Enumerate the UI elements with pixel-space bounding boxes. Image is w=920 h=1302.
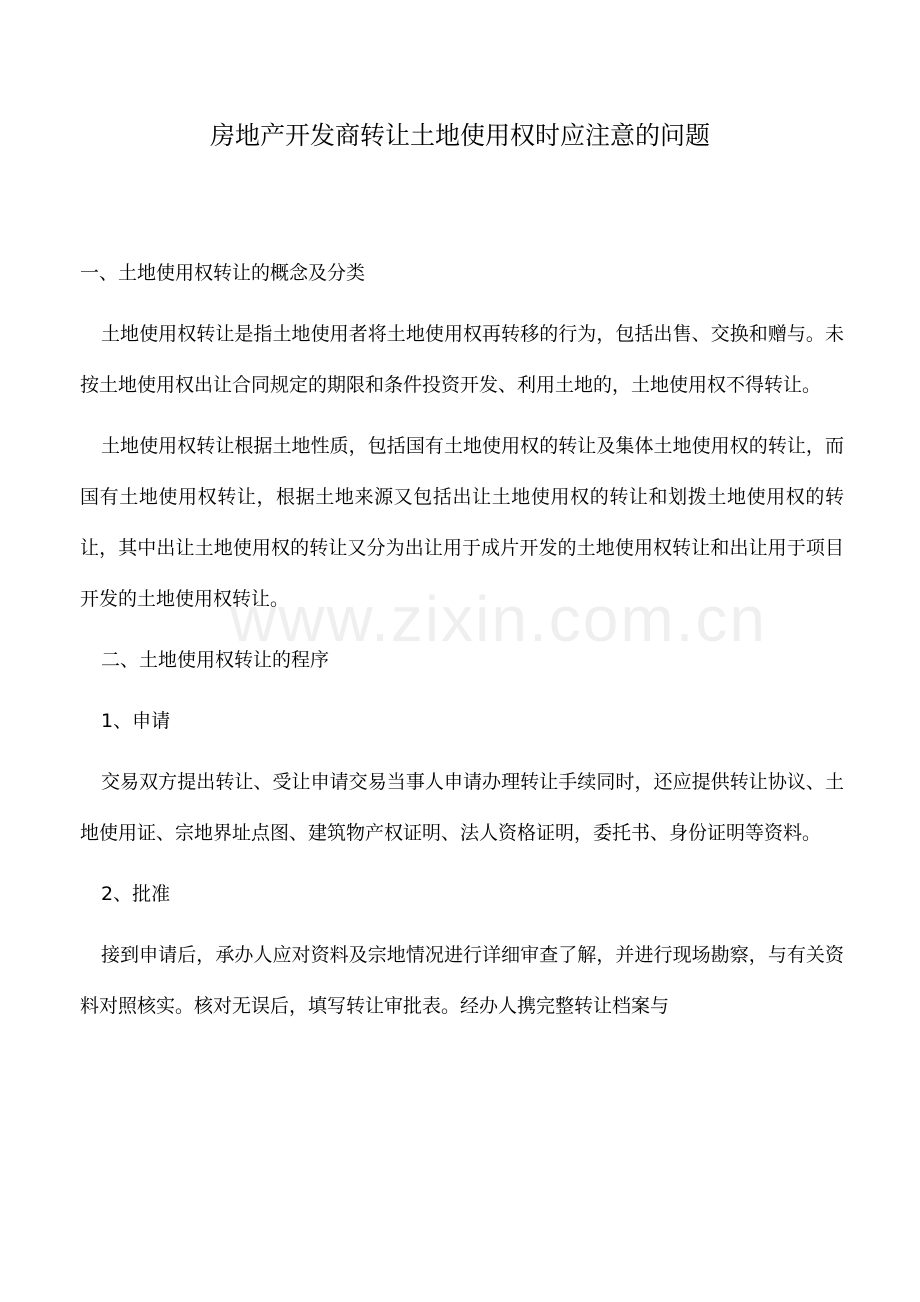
body-paragraph: 接到申请后，承办人应对资料及宗地情况进行详细审查了解，并进行现场勘察，与有关资料对照核实。核对无误后，填写转让审批表。经办人携完整转让档案与: [80, 944, 844, 1017]
document-body: [80, 248, 844, 1042]
body-paragraph: 土地使用权转让是指土地使用者将土地使用权再转移的行为，包括出售、交换和赠与。未按土地使用权出让合同规定的期限和条件投资开发、利用土地的，土地使用权不得转让。: [80, 323, 844, 396]
body-paragraph: 土地使用权转让根据土地性质，包括国有土地使用权的转让及集体土地使用权的转让，而国有土地使用权转让，根据土地来源又包括出让土地使用权的转让和划拨土地使用权的转让，其中出让土地使用权的转让又分为出让用于成片开发的土地使用权转让和出让用于项目开发的土地使用权转让。: [80, 435, 844, 610]
section-heading-1: 一、土地使用权转让的概念及分类: [80, 262, 366, 284]
section-heading-2: 二、土地使用权转让的程序: [101, 649, 330, 671]
subsection-heading-approve: 2、批准: [101, 883, 171, 905]
subsection-heading-apply: 1、申请: [101, 710, 171, 732]
watermark-text: www.zixin.com.cn: [230, 583, 767, 655]
page-title: 房地产开发商转让土地使用权时应注意的问题: [209, 121, 710, 150]
body-paragraph: 交易双方提出转让、受让申请交易当事人申请办理转让手续同时，还应提供转让协议、土地使用证、宗地界址点图、建筑物产权证明、法人资格证明，委托书、身份证明等资料。: [80, 771, 844, 844]
